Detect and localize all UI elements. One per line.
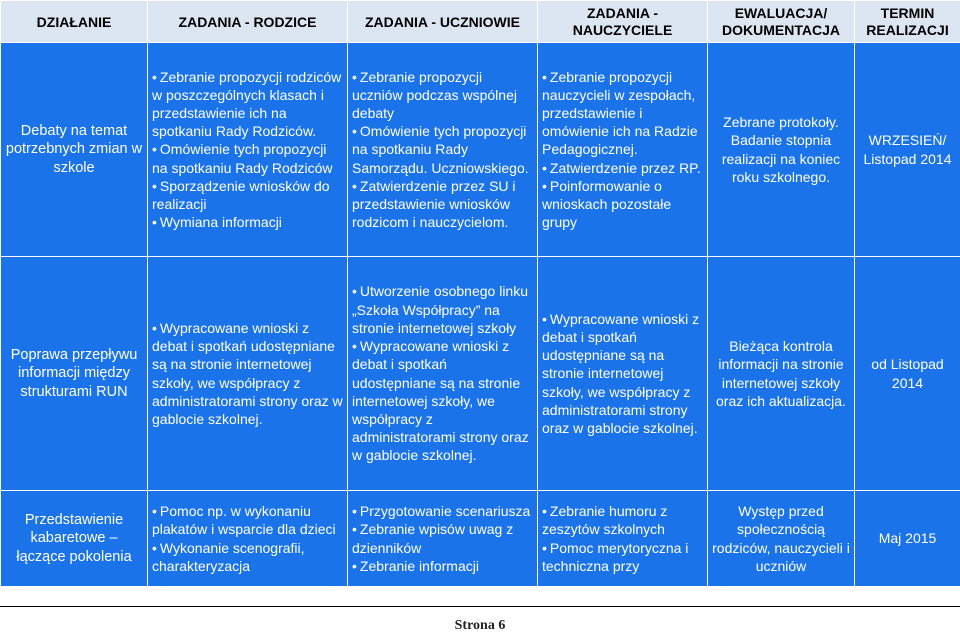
header-parents: ZADANIA - RODZICE <box>148 1 348 43</box>
page-number: Strona 6 <box>0 618 960 634</box>
header-evaluation: EWALUACJA/ DOKUMENTACJA <box>708 1 855 43</box>
students-cell <box>348 257 538 491</box>
list-item: • Wymiana informacji <box>152 213 343 231</box>
header-teachers: ZADANIA - NAUCZYCIELE <box>538 1 708 43</box>
list-item: • Poinformowanie o wnioskach pozostałe grupy <box>542 177 703 232</box>
table-row-information-flow <box>1 257 960 491</box>
list-item: • Wypracowane wnioski z debat i spotkań udostępniane są na stronie internetowej szkoły, we współpracy z administratorami strony oraz w gablocie szkolnej. <box>542 310 703 437</box>
students-cell <box>348 43 538 257</box>
list-item: • Omówienie tych propozycji na spotkaniu Rady Samorządu. Uczniowskiego. <box>352 122 533 177</box>
term-cell: WRZESIEŃ/ Listopad 2014 <box>855 43 960 257</box>
table-row-debates <box>1 43 960 257</box>
header-term: TERMIN REALIZACJI <box>855 1 960 43</box>
list-item: • Zatwierdzenie przez RP. <box>542 159 703 177</box>
list-item: • Zebranie wpisów uwag z dzienników <box>352 520 533 556</box>
list-item: • Wykonanie scenografii, charakteryzacja <box>152 539 343 575</box>
list-item: • Pomoc merytoryczna i techniczna przy <box>542 539 703 575</box>
table-row-cabaret <box>1 491 960 587</box>
list-item: • Wypracowane wnioski z debat i spotkań udostępniane są na stronie internetowej szkoły, we współpracy z administratorami strony oraz w gablocie szkolnej. <box>152 319 343 428</box>
students-cell <box>348 491 538 587</box>
header-action: DZIAŁANIE <box>1 1 148 43</box>
evaluation-cell: Zebrane protokoły. Badanie stopnia realizacji na koniec roku szkolnego. <box>708 43 855 257</box>
parents-cell <box>148 257 348 491</box>
list-item: • Przygotowanie scenariusza <box>352 502 533 520</box>
parents-cell <box>148 491 348 587</box>
list-item: • Omówienie tych propozycji na spotkaniu Rady Rodziców <box>152 140 343 176</box>
list-item: • Utworzenie osobnego linku „Szkoła Współpracy” na stronie internetowej szkoły <box>352 282 533 337</box>
list-item: • Pomoc np. w wykonaniu plakatów i wsparcie dla dzieci <box>152 502 343 538</box>
evaluation-cell: Występ przed społecznością rodziców, nauczycieli i uczniów <box>708 491 855 587</box>
evaluation-cell: Bieżąca kontrola informacji na stronie internetowej szkoły oraz ich aktualizacja. <box>708 257 855 491</box>
term-cell: Maj 2015 <box>855 491 960 587</box>
header-row <box>1 1 960 43</box>
action-cell: Przedstawienie kabaretowe – łączące pokolenia <box>1 491 148 587</box>
list-item: • Zatwierdzenie przez SU i przedstawienie wniosków rodzicom i nauczycielom. <box>352 177 533 232</box>
teachers-cell <box>538 491 708 587</box>
list-item: • Zebranie propozycji rodziców w poszczególnych klasach i przedstawienie ich na spotkaniu Rady Rodziców. <box>152 68 343 141</box>
list-item: • Zebranie informacji <box>352 557 533 575</box>
list-item: • Zebranie propozycji uczniów podczas wspólnej debaty <box>352 68 533 123</box>
parents-cell <box>148 43 348 257</box>
header-students: ZADANIA - UCZNIOWIE <box>348 1 538 43</box>
term-cell: od Listopad 2014 <box>855 257 960 491</box>
list-item: • Wypracowane wnioski z debat i spotkań udostępniane są na stronie internetowej szkoły, we współpracy z administratorami strony oraz w gablocie szkolnej. <box>352 337 533 464</box>
footer-divider <box>0 606 960 607</box>
teachers-cell <box>538 43 708 257</box>
list-item: • Zebranie humoru z zeszytów szkolnych <box>542 502 703 538</box>
action-cell: Debaty na temat potrzebnych zmian w szkole <box>1 43 148 257</box>
list-item: • Sporządzenie wniosków do realizacji <box>152 177 343 213</box>
teachers-cell <box>538 257 708 491</box>
action-cell: Poprawa przepływu informacji między strukturami RUN <box>1 257 148 491</box>
list-item: • Zebranie propozycji nauczycieli w zespołach, przedstawienie i omówienie ich na Radzie Pedagogicznej. <box>542 68 703 159</box>
